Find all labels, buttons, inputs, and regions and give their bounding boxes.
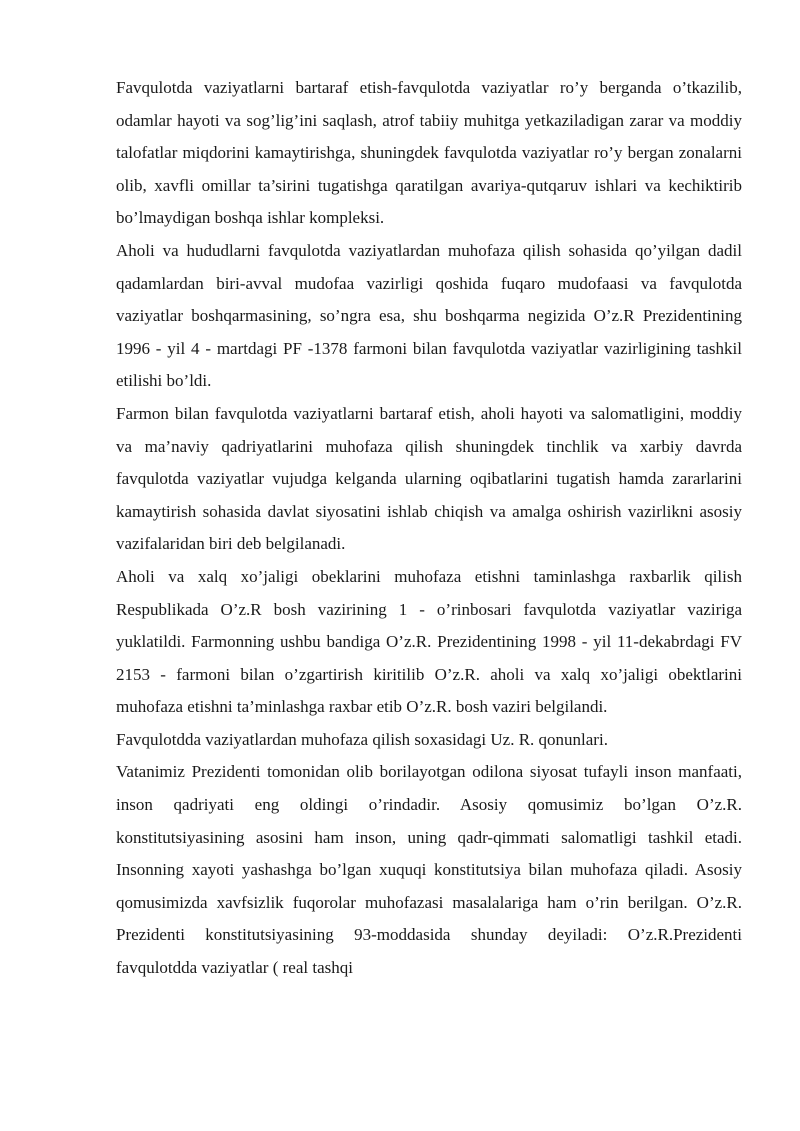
paragraph-ministry-history: Aholi va hududlarni favqulotda vaziyatlardan muhofaza qilish sohasida qo’yilgan dadil qadamlardan biri-avval mudofaa vazirligi qoshida fuqaro mudofaasi va favqulotda vaziyatlar boshqarmasining, so’ngra esa, shu boshqarma negizida O’z.R Prezidentining 1996 - yil 4 - martdagi PF -1378 farmoni bilan favqulotda vaziyatlar vazirligining tashkil etilishi bo’ldi. (116, 240, 742, 391)
document-page (116, 72, 742, 985)
paragraph-constitution: Vatanimiz Prezidenti tomonidan olib borilayotgan odilona siyosat tufayli inson manfaati, inson qadriyati eng oldingi o’rindadir. Asosiy qomusimiz bo’lgan O’z.R. konstitutsiyasining asosini ham inson, uning qadr-qimmati salomatligi tashkil etadi. Insonning xayoti yashashga bo’lgan xuquqi konstitutsiya bilan muhofaza qiladi. Asosiy qomusimizda xavfsizlik fuqorolar muhofazasi masalalariga ham o’rin berilgan. O’z.R. Prezidenti konstitutsiyasining 93-moddasida shunday deyiladi: O’z.R.Prezidenti favqulotdda vaziyatlar ( real tashqi (116, 762, 742, 978)
paragraph-leadership: Aholi va xalq xo’jaligi obeklarini muhofaza etishni taminlashga raxbarlik qilish Respublikada O’z.R bosh vazirining 1 - o’rinbosari favqulotda vaziyatlar vaziriga yuklatildi. Farmonning ushbu bandiga O’z.R. Prezidentining 1998 - yil 11-dekabrdagi FV 2153 - farmoni bilan o’zgartirish kiritilib O’z.R. aholi va xalq xo’jaligi obektlarini muhofaza etishni ta’minlashga raxbar etib O’z.R. bosh vaziri belgilandi. (116, 566, 742, 717)
paragraph-decree-tasks: Farmon bilan favqulotda vaziyatlarni bartaraf etish, aholi hayoti va salomatligini, moddiy va ma’naviy qadriyatlarini muhofaza qilish shuningdek tinchlik va xarbiy davrda favqulotda vaziyatlar vujudga kelganda ularning oqibatlarini tugatish hamda zararlarini kamaytirish sohasida davlat siyosatini ishlab chiqish va amalga oshirish vazirlikni asosiy vazifalaridan biri deb belgilanadi. (116, 403, 742, 554)
paragraph-definition: Favqulotda vaziyatlarni bartaraf etish-favqulotda vaziyatlar ro’y berganda o’tkazilib, odamlar hayoti va sog’lig’ini saqlash, atrof tabiiy muhitga yetkaziladigan zarar va moddiy talofatlar miqdorini kamaytirishga, shuningdek favqulotda vaziyatlar ro’y bergan zonalarni olib, xavfli omillar ta’sirini tugatishga qaratilgan avariya-qutqaruv ishlari va kechiktirib bo’lmaydigan boshqa ishlar kompleksi. (116, 78, 742, 228)
paragraph-laws-heading: Favqulotdda vaziyatlardan muhofaza qilish soxasidagi Uz. R. qonunlari. (116, 729, 608, 749)
